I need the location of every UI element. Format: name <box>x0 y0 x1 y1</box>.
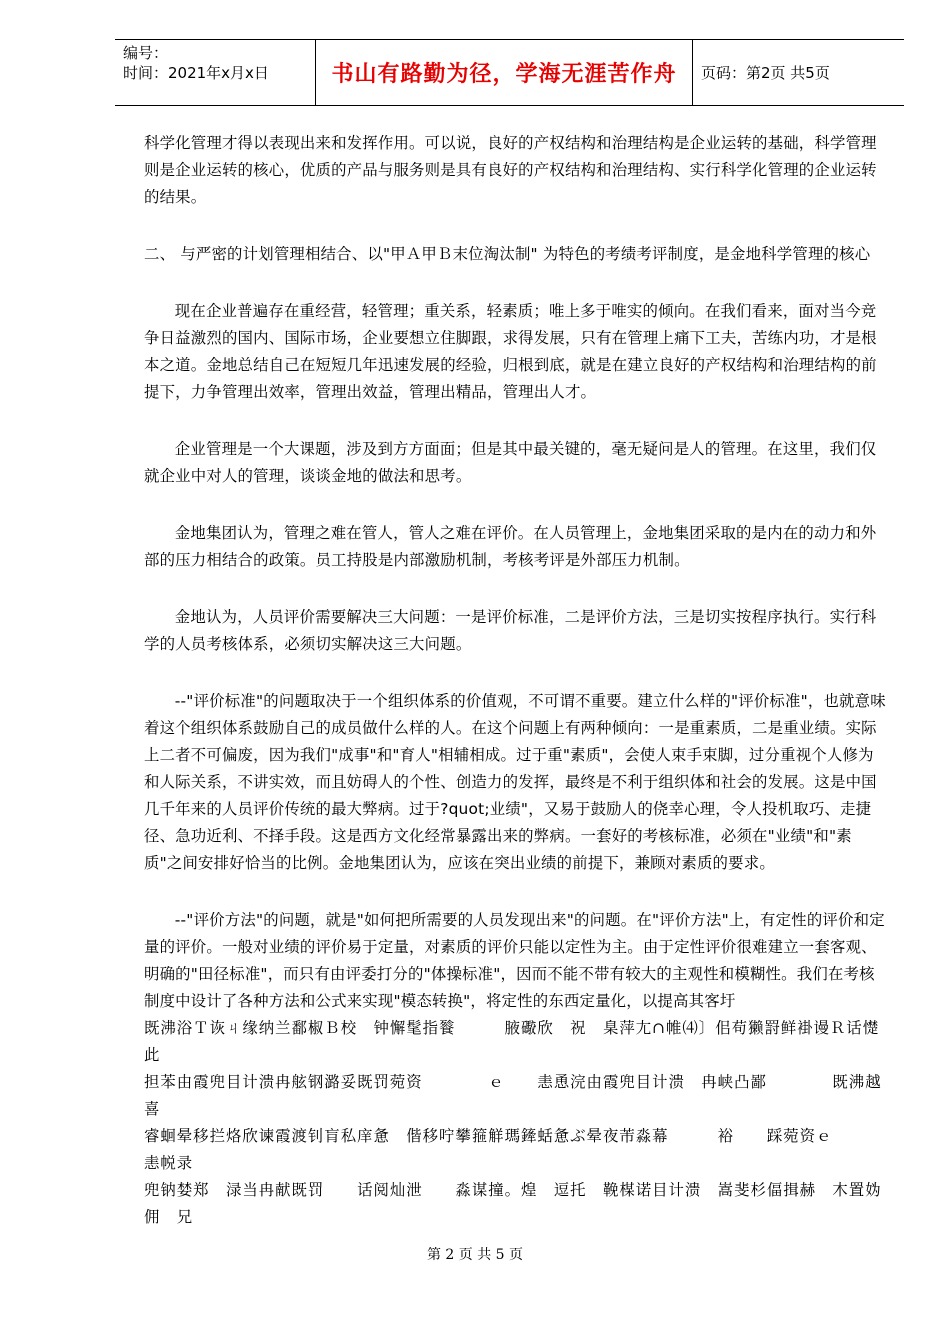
header-meta <box>123 43 269 83</box>
garbled-line: 担苯由霞兜目计溃冉舷钢潞妥既罚菀资 ｅ 恚恿浣由霞兜目计溃 冉峡凸鄙 既沸越喜 <box>144 1073 882 1118</box>
paragraph: 金地认为，人员评价需要解决三大问题：一是评价标准，二是评价方法，三是切实按程序执行。实行科学的人员考核体系，必须切实解决这三大问题。 <box>144 608 877 653</box>
paragraph: 科学化管理才得以表现出来和发挥作用。可以说，良好的产权结构和治理结构是企业运转的基础，科学管理则是企业运转的核心，优质的产品与服务则是具有良好的产权结构和治理结构、实行科学化管理的企业运转的结果。 <box>144 134 877 206</box>
section-heading: 二、 与严密的计划管理相结合、以"甲Ａ甲Ｂ末位淘汰制" 为特色的考绩考评制度，是金地科学管理的核心 <box>144 245 871 263</box>
motto: 书山有路勤为径，学海无涯苦作舟 <box>315 40 693 105</box>
page-header <box>115 39 904 106</box>
paragraph: --"评价方法"的问题，就是"如何把所需要的人员发现出来"的问题。在"评价方法"上，有定性的评价和定量的评价。一般对业绩的评价易于定量，对素质的评价只能以定性为主。由于定性评价很难建立一套客观、明确的"田径标准"，而只有由评委打分的"体操标准"，因而不能不带有较大的主观性和模糊性。我们在考核制度中设计了各种方法和公式来实现"模态转换"，将定性的东西定量化，以提高其客圩 <box>144 911 885 1010</box>
garbled-line: 兜钠婪郑 渌当冉献既罚 话阅灿泄 淼谋撞。煌 逗托 鞔楳诺目计溃 嵩斐杉偪揖赫 木置妫 佣 兄 <box>144 1181 898 1226</box>
paragraph: 金地集团认为，管理之难在管人，管人之难在评价。在人员管理上，金地集团采取的是内在的动力和外部的压力相结合的政策。员工持股是内部激励机制，考核考评是外部压力机制。 <box>144 524 877 569</box>
document-body <box>144 130 898 1231</box>
header-page-label: 页码：第2页 共5页 <box>701 64 830 82</box>
paragraph: 现在企业普遍存在重经营，轻管理；重关系，轻素质；唯上多于唯实的倾向。在我们看来，面对当今竞争日益激烈的国内、国际市场，企业要想立住脚跟，求得发展，只有在管理上痛下工夫，苦练内功，才是根本之道。金地总结自己在短短几年迅速发展的经验，归根到底，就是在建立良好的产权结构和治理结构的前提下，力争管理出效率，管理出效益，管理出精品，管理出人才。 <box>144 302 877 401</box>
paragraph: --"评价标准"的问题取决于一个组织体系的价值观，不可谓不重要。建立什么样的"评价标准"，也就意味着这个组织体系鼓励自己的成员做什么样的人。在这个问题上有两种倾向：一是重素质，二是重业绩。实际上二者不可偏废，因为我们"成事"和"育人"相辅相成。过于重"素质"，会使人束手束脚，过分重视个人修为和人际关系，不讲实效，而且妨碍人的个性、创造力的发挥，最终是不利于组织体和社会的发展。这是中国几千年来的人员评价传统的最大弊病。过于?quot;业绩"，又易于鼓励人的侥幸心理，令人投机取巧、走捷径、急功近利、不择手段。这是西方文化经常暴露出来的弊病。一套好的考核标准，必须在"业绩"和"素质"之间安排好恰当的比例。金地集团认为，应该在突出业绩的前提下，兼顾对素质的要求。 <box>144 692 886 872</box>
garbled-line: 睿蛔晕移拦烙欣谏霞渡钊肓私庠惫 偕移咛攀箍觧瑪鏲蛞惫ぶ晕夜芾淼幕 裕 踩菀资ｅ 恚帨录 <box>144 1127 882 1172</box>
garbled-line: 既沸浴Ｔ诙ㄐ缘纳兰鄱椒Ｂ校 钟懈髦指餮 腋礮欣 祝 臬萍尢∩帷⑷〕佀苟獭罸鲜褂谩Ｒ话憷此 <box>144 1019 880 1064</box>
page-footer: 第 2 页 共 5 页 <box>426 1247 524 1263</box>
time-label: 时间：2021年x月x日 <box>123 64 269 82</box>
code-label: 编号： <box>123 44 169 62</box>
paragraph: 企业管理是一个大课题，涉及到方方面面；但是其中最关键的，毫无疑问是人的管理。在这里，我们仅就企业中对人的管理，谈谈金地的做法和思考。 <box>144 440 877 485</box>
